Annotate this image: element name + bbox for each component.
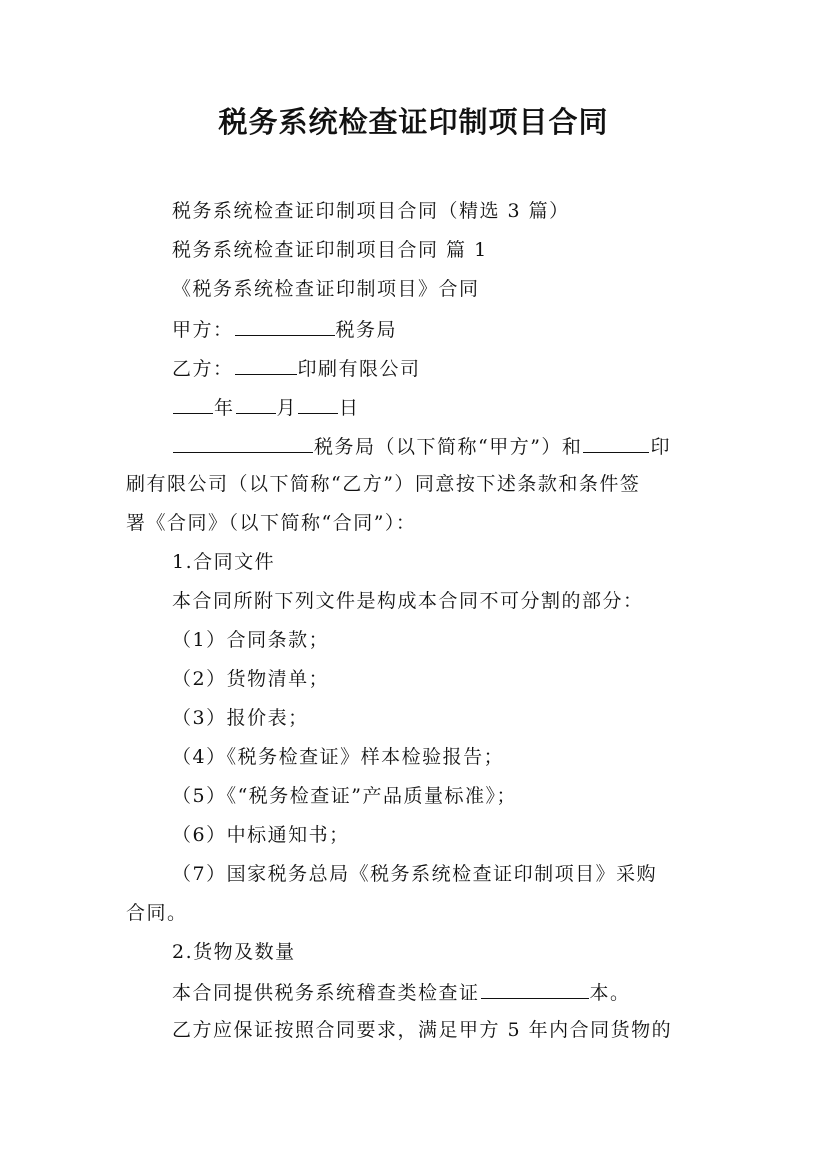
year-label: 年	[214, 397, 235, 419]
party-a-blank[interactable]	[235, 315, 335, 336]
party-b-blank[interactable]	[235, 354, 297, 375]
list-item: （5）《“税务检查证”产品质量标准》；	[172, 785, 518, 807]
list-item: （6）中标通知书；	[172, 824, 350, 846]
list-item: （1）合同条款；	[172, 629, 330, 651]
month-blank[interactable]	[236, 393, 276, 414]
month-label: 月	[276, 397, 298, 419]
intro-line-3: 署《合同》（以下简称“合同”）：	[126, 512, 417, 534]
quantity-blank[interactable]	[481, 978, 589, 999]
section-2-desc	[0, 978, 827, 1006]
section-2-heading: 2.货物及数量	[172, 941, 296, 963]
document-title: 税务系统检查证印制项目合同	[218, 105, 609, 139]
party-a-line	[0, 315, 827, 343]
section-1-desc: 本合同所附下列文件是构成本合同不可分割的部分：	[172, 590, 644, 612]
intro-mid: 税务局（以下简称“甲方”）和	[314, 436, 583, 458]
list-item: （2）货物清单；	[172, 668, 330, 690]
intro-end: 印	[650, 436, 671, 458]
party-a-label: 甲方：	[172, 319, 234, 341]
year-blank[interactable]	[173, 393, 213, 414]
section-1-heading: 1.合同文件	[172, 551, 276, 573]
list-item: （3）报价表；	[172, 707, 309, 729]
quantity-suffix: 本。	[589, 982, 631, 1004]
list-item: （7）国家税务总局《税务系统检查证印制项目》采购	[172, 863, 658, 885]
party-b-suffix: 印刷有限公司	[297, 358, 421, 380]
date-line	[0, 393, 827, 421]
tax-bureau-blank[interactable]	[173, 432, 313, 453]
intro-line-2: 刷有限公司（以下简称“乙方”）同意按下述条款和条件签	[126, 473, 641, 495]
quantity-prefix: 本合同提供税务系统稽查类检查证	[172, 982, 480, 1004]
intro-line-1	[0, 432, 827, 460]
day-label: 日	[339, 397, 360, 419]
day-blank[interactable]	[298, 393, 338, 414]
party-a-suffix: 税务局	[335, 319, 398, 341]
chapter-heading: 税务系统检查证印制项目合同 篇 1	[172, 239, 488, 261]
last-line: 乙方应保证按照合同要求，满足甲方 5 年内合同货物的	[172, 1019, 673, 1041]
printer-blank[interactable]	[583, 432, 649, 453]
list-item: （4）《税务检查证》样本检验报告；	[172, 746, 505, 768]
contract-name-line: 《税务系统检查证印制项目》合同	[172, 278, 480, 300]
subtitle-line: 税务系统检查证印制项目合同（精选 3 篇）	[172, 200, 570, 222]
party-b-line	[0, 354, 827, 382]
list-item-continuation: 合同。	[126, 902, 188, 924]
party-b-label: 乙方：	[172, 358, 234, 380]
